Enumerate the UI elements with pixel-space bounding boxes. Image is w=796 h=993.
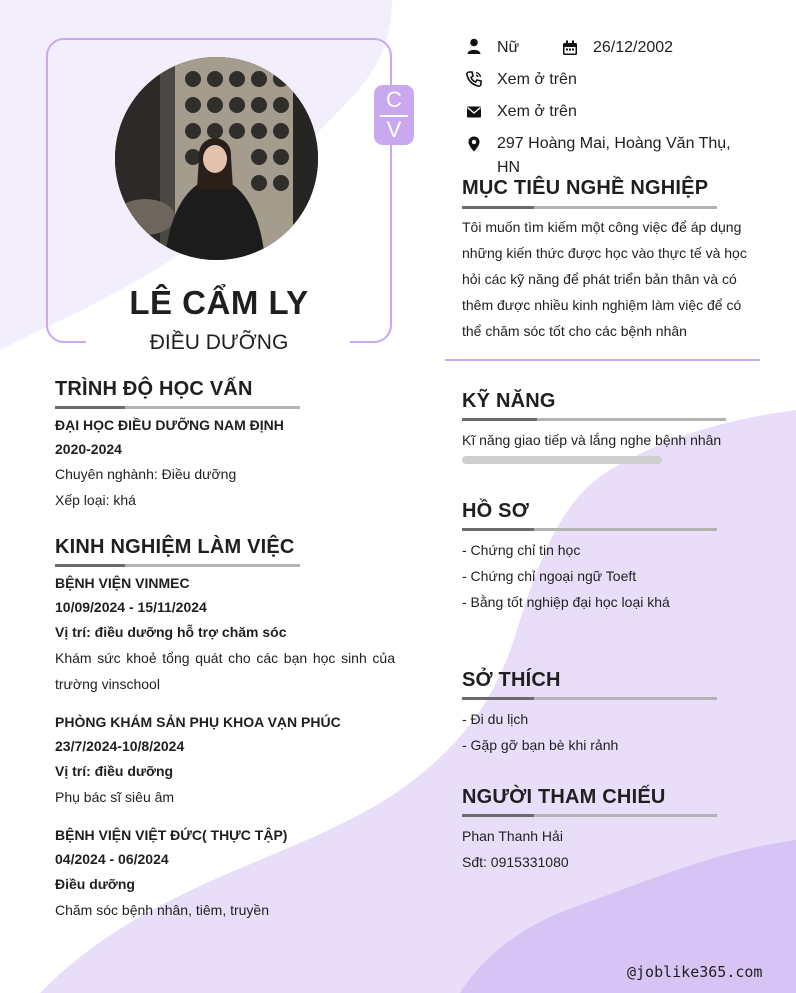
hobbies-title: SỞ THÍCH bbox=[462, 669, 561, 691]
skills-rule bbox=[462, 418, 726, 421]
mail-icon bbox=[466, 104, 482, 120]
skill-label: Kĩ năng giao tiếp và lắng nghe bệnh nhân bbox=[462, 432, 722, 448]
experience-position: Vị trí: điều dưỡng bbox=[55, 763, 174, 779]
hobby-item: - Đi du lịch bbox=[462, 711, 529, 727]
cv-badge-letter-v: V bbox=[386, 117, 402, 142]
profile-item: - Bằng tốt nghiệp đại học loại khá bbox=[462, 594, 670, 610]
hobbies-rule bbox=[462, 697, 717, 700]
experience-company: BỆNH VIỆN VINMEC bbox=[55, 575, 190, 591]
experience-company: BỆNH VIỆN VIỆT ĐỨC( THỰC TẬP) bbox=[55, 827, 288, 843]
profile-title: HỒ SƠ bbox=[462, 500, 529, 522]
experience-company: PHÒNG KHÁM SẢN PHỤ KHOA VẠN PHÚC bbox=[55, 714, 341, 730]
experience-period: 23/7/2024-10/8/2024 bbox=[55, 738, 185, 754]
objective-line: thêm được nhiều kinh nghiệm làm việc để có bbox=[462, 297, 742, 313]
experience-position: Điều dưỡng bbox=[55, 876, 135, 892]
reference-name: Phan Thanh Hải bbox=[462, 828, 563, 844]
objective-text bbox=[462, 214, 750, 344]
profile-photo bbox=[115, 57, 318, 260]
candidate-name: LÊ CẨM LY bbox=[129, 284, 309, 321]
section-divider bbox=[445, 359, 760, 361]
hobby-item: - Gặp gỡ bạn bè khi rảnh bbox=[462, 737, 619, 753]
references-title: NGƯỜI THAM CHIẾU bbox=[462, 786, 666, 808]
profile-item: - Chứng chỉ tin học bbox=[462, 542, 581, 558]
experience-title: KINH NGHIỆM LÀM VIỆC bbox=[55, 536, 295, 558]
experience-rule bbox=[55, 564, 300, 567]
education-grade: Xếp loại: khá bbox=[55, 492, 136, 508]
skill-level-bar bbox=[462, 456, 662, 464]
objective-line: hỏi các kỹ năng để phát triển bản thân và có bbox=[462, 271, 737, 287]
profile-rule bbox=[462, 528, 717, 531]
contact-address-line2: HN bbox=[497, 159, 521, 176]
objective-line: thể chăm sóc tốt cho các bệnh nhân bbox=[462, 323, 687, 339]
experience-period: 10/09/2024 - 15/11/2024 bbox=[55, 599, 207, 615]
reference-phone: Sđt: 0915331080 bbox=[462, 854, 569, 870]
footer-watermark: @joblike365.com bbox=[627, 963, 763, 981]
calendar-icon bbox=[562, 40, 578, 56]
experience-period: 04/2024 - 06/2024 bbox=[55, 851, 169, 867]
cv-badge bbox=[374, 85, 414, 145]
education-rule bbox=[55, 406, 300, 409]
contact-gender: Nữ bbox=[497, 39, 520, 56]
objective-rule bbox=[462, 206, 717, 209]
experience-description-line: Phụ bác sĩ siêu âm bbox=[55, 789, 175, 805]
objective-line: những kiến thức được học vào thực tế và học bbox=[462, 245, 747, 261]
experience-description-line: trường vinschool bbox=[55, 676, 160, 692]
location-pin-icon bbox=[466, 136, 482, 152]
phone-icon bbox=[466, 71, 482, 87]
education-major: Chuyên nghành: Điều dưỡng bbox=[55, 466, 237, 482]
candidate-role: ĐIỀU DƯỠNG bbox=[149, 331, 289, 354]
contact-address-line1: 297 Hoàng Mai, Hoàng Văn Thụ, bbox=[497, 135, 731, 152]
contact-phone: Xem ở trên bbox=[497, 71, 577, 88]
skills-title: KỸ NĂNG bbox=[462, 390, 556, 412]
contact-email: Xem ở trên bbox=[497, 103, 577, 120]
cv-badge-letter-c: C bbox=[386, 87, 402, 112]
education-school: ĐẠI HỌC ĐIỀU DƯỠNG NAM ĐỊNH bbox=[55, 417, 284, 433]
education-period: 2020-2024 bbox=[55, 441, 122, 457]
contact-birthday: 26/12/2002 bbox=[593, 39, 674, 56]
experience-description bbox=[55, 645, 395, 697]
objective-title: MỤC TIÊU NGHỀ NGHIỆP bbox=[462, 177, 709, 199]
objective-line: Tôi muốn tìm kiếm một công việc để áp dụng bbox=[462, 219, 742, 235]
experience-position: Vị trí: điều dưỡng hỗ trợ chăm sóc bbox=[55, 624, 287, 640]
references-rule bbox=[462, 814, 717, 817]
user-icon bbox=[466, 38, 482, 54]
experience-description-line: Chăm sóc bệnh nhân, tiêm, truyền bbox=[55, 902, 270, 918]
education-title: TRÌNH ĐỘ HỌC VẤN bbox=[55, 378, 253, 400]
profile-item: - Chứng chỉ ngoại ngữ Toeft bbox=[462, 568, 637, 584]
experience-description-line: Khám sức khoẻ tổng quát cho các bạn học sinh của bbox=[55, 650, 395, 666]
